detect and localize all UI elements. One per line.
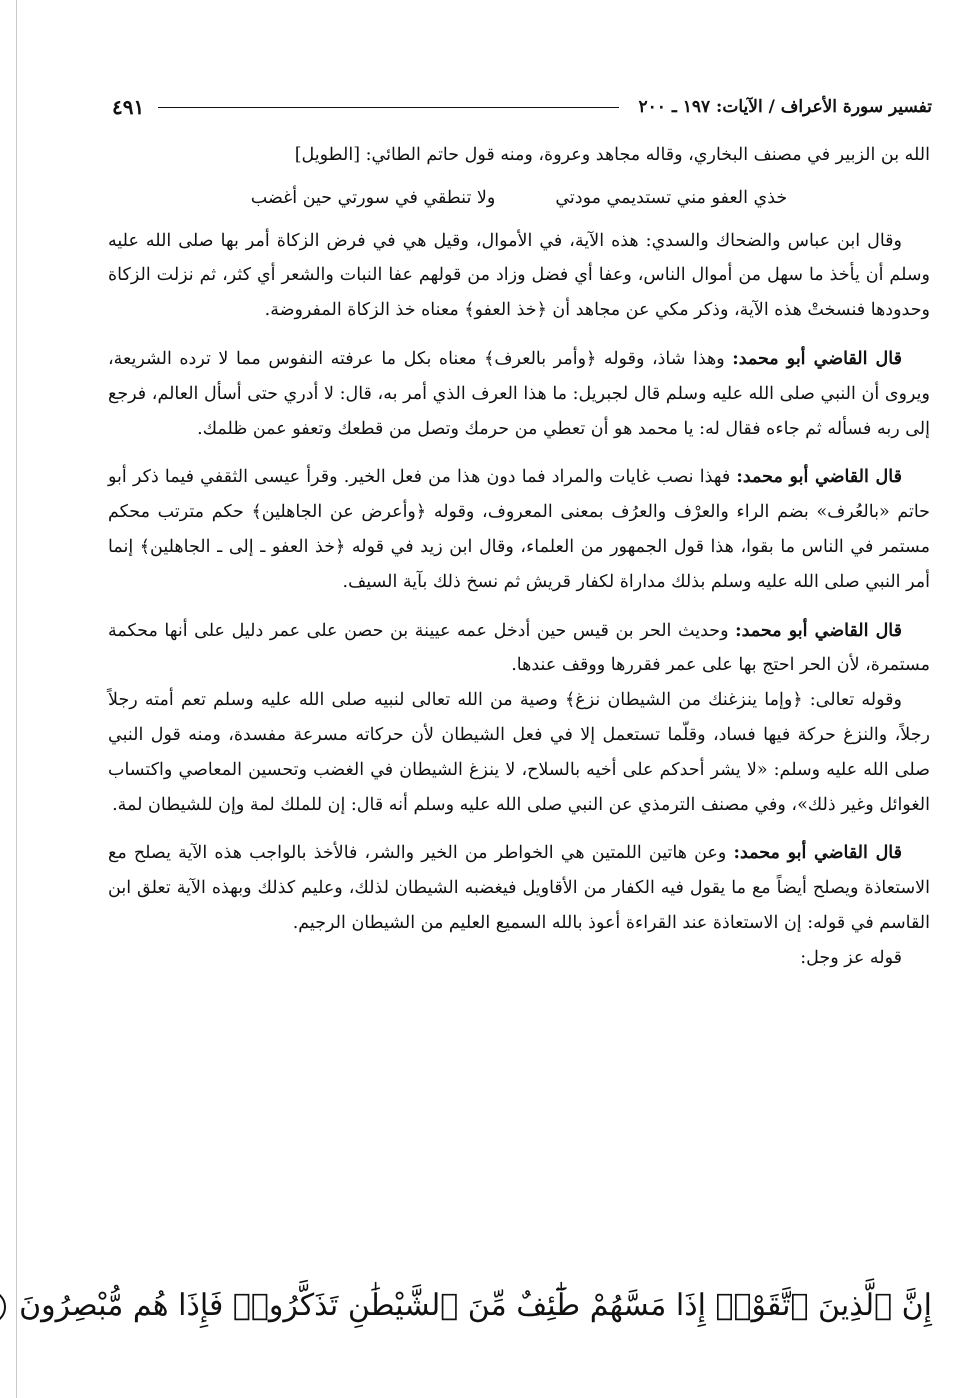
speaker-label: قال القاضي أبو محمد: bbox=[736, 467, 902, 488]
paragraph-3-text: وهذا شاذ، وقوله ﴿وأمر بالعرف﴾ معناه بكل ما عرفته النفوس مما لا ترده الشريعة، ويروى أن النبي صلى الله عليه وسلم قال لجبريل: ما هذا العرف الذي أمر به، قال: لا أدري حتى أسأل العالم، فرجع إلى ربه فسأله ثم جاءه فقال له: يا محمد هو أن تعطي من حرمك وتصل من قطعك وتعفو عمن ظلمك. bbox=[108, 348, 930, 439]
body-text bbox=[108, 138, 930, 976]
speaker-label: قال القاضي أبو محمد: bbox=[732, 348, 902, 369]
paragraph-4 bbox=[108, 460, 930, 599]
verse-second-hemistich: ولا تنطقي في سورتي حين أغضب bbox=[250, 187, 496, 208]
header-rule bbox=[158, 107, 618, 108]
paragraph-2: وقال ابن عباس والضحاك والسدي: هذه الآية، في الأموال، وقيل هي في فرض الزكاة أمر بها صلى الله عليه وسلم أن يأخذ ما سهل من أموال الناس، وعفا أي فضل وزاد من قولهم عفا النبات والشعر أي كثر، ثم نزلت الزكاة وحدودها فنسختْ هذه الآية، وذكر مكي عن مجاهد أن ﴿خذ العفو﴾ معناه خذ الزكاة المفروضة. bbox=[108, 230, 930, 321]
paragraph-7-text: وعن هاتين اللمتين هي الخواطر من الخير والشر، فالأخذ بالواجب هذه الآية يصلح مع الاستعاذة ويصلح أيضاً مع ما يقول فيه الكفار من الأقاويل فيغضبه الشيطان لذلك، وعليم كذلك وبهذه الآية تعلق ابن القاسم في قوله: إن الاستعاذة عند القراءة أعوذ بالله السميع العليم من الشيطان الرجيم. bbox=[108, 843, 930, 933]
paragraph-7 bbox=[108, 836, 930, 940]
quran-text-before: إِنَّ ٱلَّذِينَ ٱتَّقَوْا۟ إِذَا مَسَّهُمْ طَٰٓئِفٌ مِّنَ ٱلشَّيْطَٰنِ تَذَكَّرُوا۟ فَإِذَا هُم مُّبْصِرُونَ bbox=[19, 1288, 932, 1323]
paragraph-3 bbox=[108, 342, 930, 446]
paragraph-6: وقوله تعالى: ﴿وإما ينزغنك من الشيطان نزغ﴾ وصية من الله تعالى لنبيه صلى الله عليه وسلم تعم أمته رجلاً رجلاً، والنزغ حركة فيها فساد، وقلّما تستعمل إلا في فعل الشيطان لأن حركاته مسرعة مفسدة، ومنه قول النبي صلى الله عليه وسلم: «لا يشر أحدكم على أخيه بالسلاح، لا ينزغ الشيطان في الغضب وتحسين المعاصي واكتساب الغوائل وغير ذلك»، وفي مصنف الترمذي عن النبي صلى الله عليه وسلم أنه قال: إن للملك لمة وإن للشيطان لمة. bbox=[108, 690, 930, 815]
ayah-number-marker bbox=[0, 1290, 6, 1324]
paragraph-8: قوله عز وجل: bbox=[800, 947, 902, 968]
paragraph-5 bbox=[108, 614, 930, 684]
poetry-verse bbox=[108, 181, 930, 216]
speaker-label: قال القاضي أبو محمد: bbox=[733, 843, 902, 864]
quran-verse bbox=[19, 1288, 932, 1324]
speaker-label: قال القاضي أبو محمد: bbox=[735, 620, 902, 641]
paragraph-4-text: فهذا نصب غايات والمراد فما دون هذا من فعل الخير. وقرأ عيسى الثقفي فيما ذكر أبو حاتم «بالعُرف» بضم الراء والعرْف والعرُف بمعنى المعروف، وقوله ﴿وأعرض عن الجاهلين﴾ حكم مترتب محكم مستمر في الناس ما بقوا، هذا قول الجمهور من العلماء، وقال ابن زيد في قوله ﴿خذ العفو ـ إلى ـ الجاهلين﴾ إنما أمر النبي صلى الله عليه وسلم بذلك مداراة لكفار قريش ثم نسخ ذلك بآية السيف. bbox=[108, 467, 930, 592]
paragraph-5-text: وحديث الحر بن قيس حين أدخل عمه عيينة بن حصن على عمر دليل على أنها محكمة مستمرة، لأن الحر احتج بها على عمر فقررها ووقف عندها. bbox=[108, 620, 930, 676]
page-header bbox=[112, 92, 932, 122]
page-number: ٤٩١ bbox=[112, 95, 145, 119]
running-title: تفسير سورة الأعراف / الآيات: ١٩٧ ـ ٢٠٠ bbox=[638, 97, 932, 117]
paragraph-1: الله بن الزبير في مصنف البخاري، وقاله مجاهد وعروة، ومنه قول حاتم الطائي: [الطويل] bbox=[294, 145, 930, 165]
verse-first-hemistich: خذي العفو مني تستديمي مودتي bbox=[555, 187, 788, 208]
page-edge-line bbox=[16, 0, 17, 1398]
